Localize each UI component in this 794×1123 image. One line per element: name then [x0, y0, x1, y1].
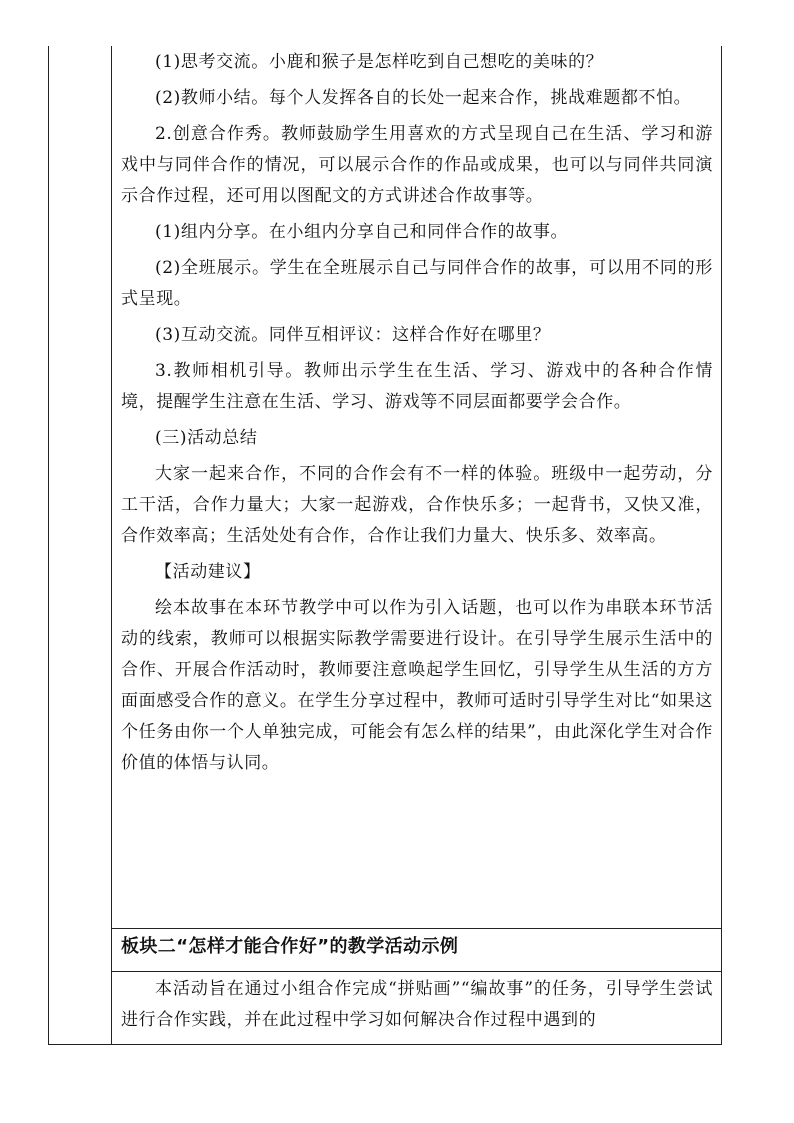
activity-suggestion-label: 【活动建议】 — [155, 562, 261, 582]
paragraph: (1)组内分享。在小组内分享自己和同伴合作的故事。 — [155, 222, 569, 242]
section-subheading: (三)活动总结 — [155, 428, 258, 448]
lower-cell-content — [121, 930, 713, 1036]
column-divider — [111, 46, 112, 1044]
paragraph: 大家一起来合作，不同的合作会有不一样的体验。班级中一起劳动，分工干活，合作力量大；大家一起游戏，合作快乐多；一起背书，又快又准，合作效率高；生活处处有合作，合作让我们力量大、快乐多、效率高。 — [121, 464, 713, 546]
row-divider — [112, 928, 721, 929]
paragraph: 3.教师相机引导。教师出示学生在生活、学习、游戏中的各种合作情境，提醒学生注意在生活、学习、游戏等不同层面都要学会合作。 — [121, 361, 713, 412]
section-heading: 板块二“怎样才能合作好”的教学活动示例 — [121, 936, 459, 957]
paragraph: (3)互动交流。同伴互相评议：这样合作好在哪里？ — [155, 325, 551, 345]
upper-cell-content — [121, 46, 713, 779]
paragraph: (1)思考交流。小鹿和猴子是怎样吃到自己想吃的美味的？ — [155, 52, 604, 72]
paragraph: 本活动旨在通过小组合作完成“拼贴画”“编故事”的任务，引导学生尝试进行合作实践，并在此过程中学习如何解决合作过程中遇到的 — [121, 979, 713, 1030]
paragraph: 绘本故事在本环节教学中可以作为引入话题，也可以作为串联本环节活动的线索，教师可以根据实际教学需要进行设计。在引导学生展示生活中的合作、开展合作活动时，教师要注意唤起学生回忆，引导学生从生活的方方面面感受合作的意义。在学生分享过程中，教师可适时引导学生对比“如果这个任务由你一个人单独完成，可能会有怎么样的结果”，由此深化学生对合作价值的体悟与认同。 — [121, 598, 713, 773]
paragraph: (2)全班展示。学生在全班展示自己与同伴合作的故事，可以用不同的形式呈现。 — [121, 258, 713, 309]
lesson-table — [48, 46, 722, 1045]
paragraph: (2)教师小结。每个人发挥各自的长处一起来合作，挑战难题都不怕。 — [155, 88, 692, 108]
paragraph: 2.创意合作秀。教师鼓励学生用喜欢的方式呈现自己在生活、学习和游戏中与同伴合作的情况，可以展示合作的作品或成果，也可以与同伴共同演示合作过程，还可用以图配文的方式讲述合作故事等。 — [121, 124, 713, 206]
